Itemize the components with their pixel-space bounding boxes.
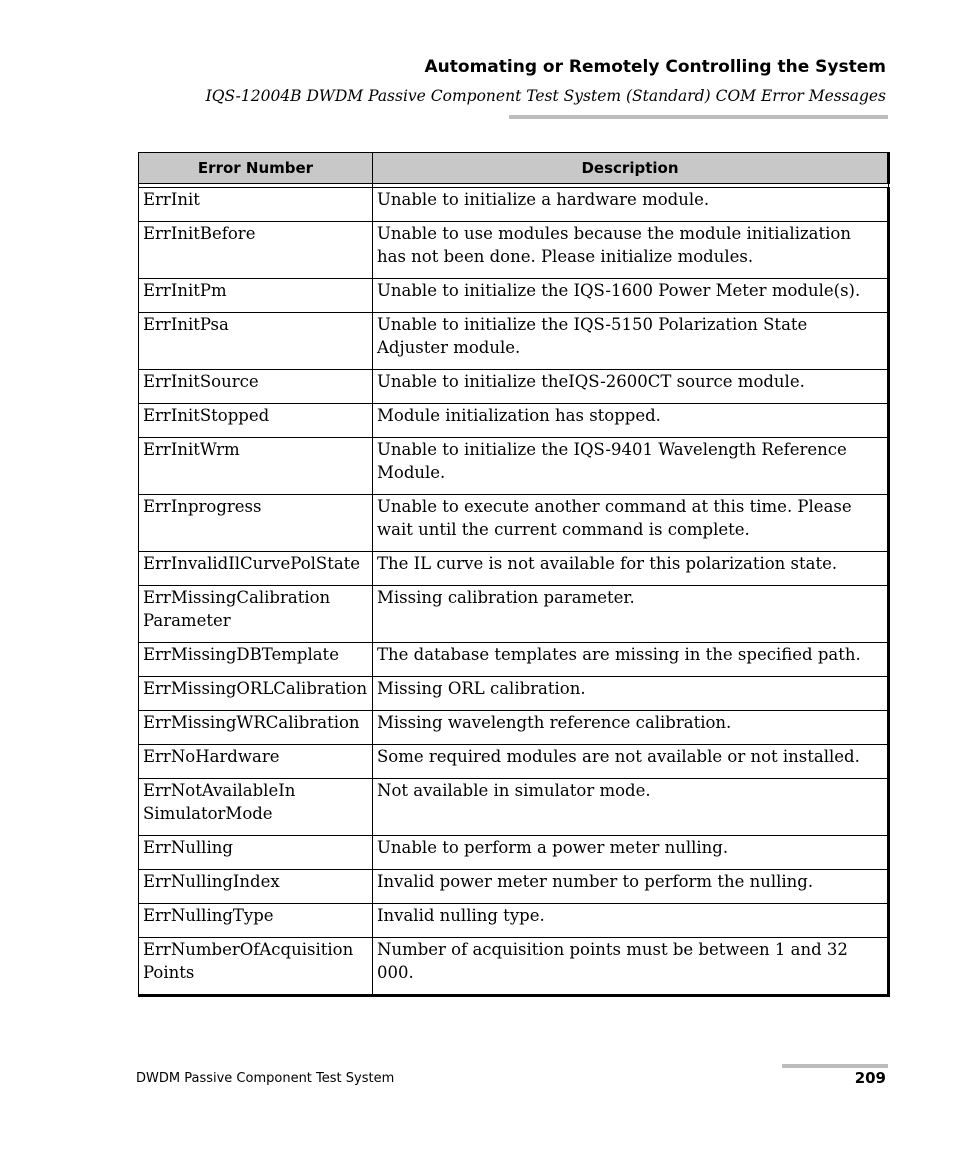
description-cell: Some required modules are not available or not installed. <box>373 745 889 779</box>
error-number-cell: ErrNoHardware <box>139 745 373 779</box>
table-row <box>139 938 889 996</box>
column-header-description: Description <box>373 153 889 184</box>
description-cell: Unable to initialize the IQS-9401 Wavelength Reference Module. <box>373 438 889 495</box>
page-number: 209 <box>854 1069 886 1087</box>
column-header-error-number: Error Number <box>139 153 373 184</box>
table-row <box>139 404 889 438</box>
description-cell: Unable to initialize a hardware module. <box>373 188 889 222</box>
table-row <box>139 711 889 745</box>
error-number-cell: ErrMissingDBTemplate <box>139 643 373 677</box>
error-number-cell: ErrNulling <box>139 836 373 870</box>
error-table-body <box>139 184 889 996</box>
table-header-row <box>139 153 889 184</box>
table-row <box>139 222 889 279</box>
error-number-cell: ErrNullingIndex <box>139 870 373 904</box>
header-rule <box>509 115 888 119</box>
table-row <box>139 745 889 779</box>
table-row <box>139 313 889 370</box>
description-cell: Missing ORL calibration. <box>373 677 889 711</box>
error-number-cell: ErrNotAvailableIn SimulatorMode <box>139 779 373 836</box>
table-row <box>139 495 889 552</box>
table-row <box>139 586 889 643</box>
description-cell: Invalid power meter number to perform the nulling. <box>373 870 889 904</box>
table-row <box>139 438 889 495</box>
error-number-cell: ErrNullingType <box>139 904 373 938</box>
description-cell: Unable to initialize the IQS-1600 Power Meter module(s). <box>373 279 889 313</box>
description-cell: Unable to use modules because the module initialization has not been done. Please initialize modules. <box>373 222 889 279</box>
error-number-cell: ErrInitPsa <box>139 313 373 370</box>
description-cell: The IL curve is not available for this polarization state. <box>373 552 889 586</box>
error-number-cell: ErrMissingWRCalibration <box>139 711 373 745</box>
table-row <box>139 870 889 904</box>
table-row <box>139 779 889 836</box>
section-title: Automating or Remotely Controlling the System <box>424 57 886 77</box>
error-number-cell: ErrInitSource <box>139 370 373 404</box>
table-row <box>139 836 889 870</box>
error-number-cell: ErrInprogress <box>139 495 373 552</box>
error-number-cell: ErrInitWrm <box>139 438 373 495</box>
description-cell: Unable to execute another command at this time. Please wait until the current command is complete. <box>373 495 889 552</box>
table-row <box>139 370 889 404</box>
description-cell: Unable to initialize theIQS-2600CT source module. <box>373 370 889 404</box>
error-number-cell: ErrInitBefore <box>139 222 373 279</box>
description-cell: Unable to perform a power meter nulling. <box>373 836 889 870</box>
description-cell: Number of acquisition points must be between 1 and 32 000. <box>373 938 889 996</box>
error-number-cell: ErrInitPm <box>139 279 373 313</box>
description-cell: Unable to initialize the IQS-5150 Polarization State Adjuster module. <box>373 313 889 370</box>
error-number-cell: ErrInvalidIlCurvePolState <box>139 552 373 586</box>
table-row <box>139 677 889 711</box>
table-row <box>139 904 889 938</box>
footer-rule <box>782 1064 888 1068</box>
error-number-cell: ErrNumberOfAcquisition Points <box>139 938 373 996</box>
table-row <box>139 552 889 586</box>
error-number-cell: ErrInit <box>139 188 373 222</box>
error-table <box>138 152 890 997</box>
table-row <box>139 279 889 313</box>
footer-document-title: DWDM Passive Component Test System <box>136 1071 395 1086</box>
description-cell: Missing wavelength reference calibration. <box>373 711 889 745</box>
description-cell: Module initialization has stopped. <box>373 404 889 438</box>
error-number-cell: ErrMissingCalibration Parameter <box>139 586 373 643</box>
description-cell: Missing calibration parameter. <box>373 586 889 643</box>
description-cell: The database templates are missing in the specified path. <box>373 643 889 677</box>
table-row <box>139 643 889 677</box>
error-number-cell: ErrMissingORLCalibration <box>139 677 373 711</box>
table-row <box>139 188 889 222</box>
description-cell: Not available in simulator mode. <box>373 779 889 836</box>
description-cell: Invalid nulling type. <box>373 904 889 938</box>
error-number-cell: ErrInitStopped <box>139 404 373 438</box>
section-subtitle: IQS-12004B DWDM Passive Component Test System (Standard) COM Error Messages <box>205 87 886 105</box>
